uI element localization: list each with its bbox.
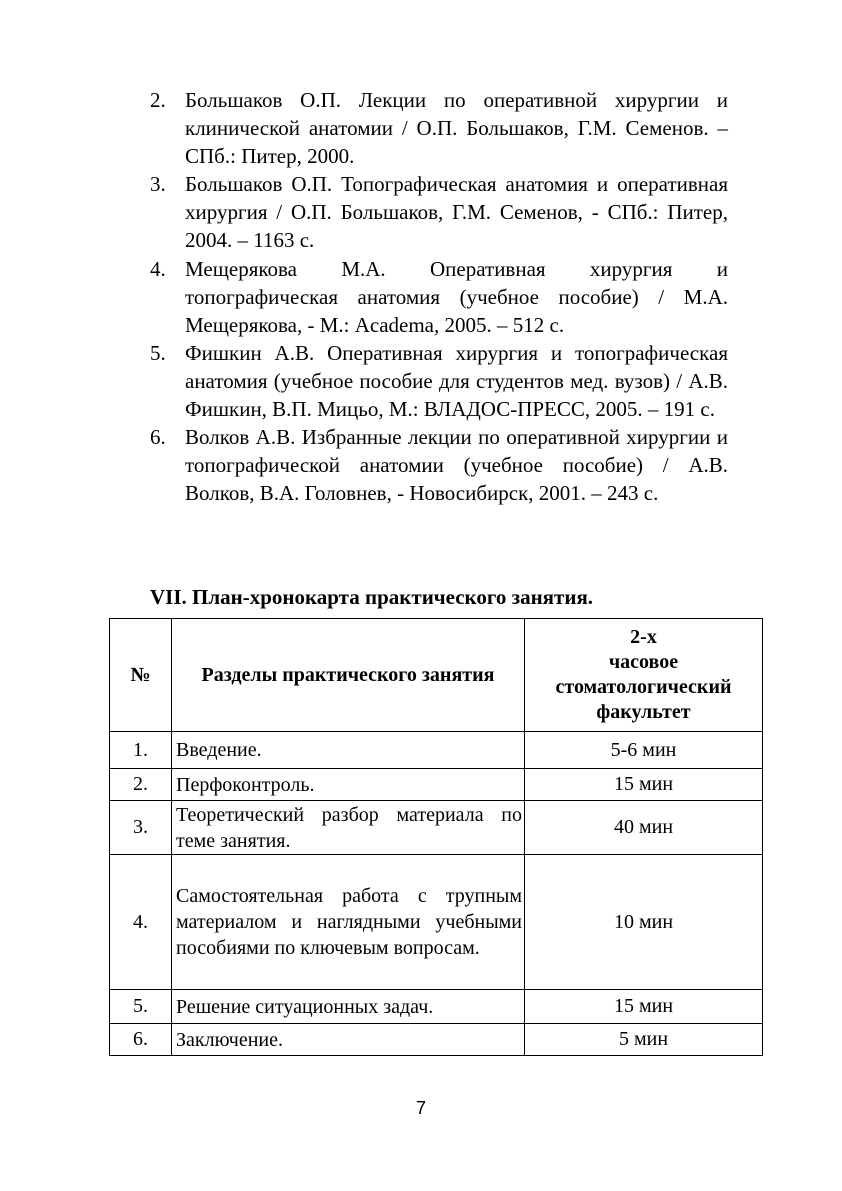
reference-text: Фишкин А.В. Оперативная хирургия и топографическая анатомия (учебное пособие для студентов мед. вузов) / А.В. Фишкин, В.П. Мицьо, М.: ВЛАДОС-ПРЕСС, 2005. – 191 с. — [185, 340, 728, 422]
row-section: Решение ситуационных задач. — [172, 990, 525, 1024]
row-number: 4. — [110, 855, 172, 990]
reference-number: 3. — [150, 172, 166, 197]
row-section: Перфоконтроль. — [172, 769, 525, 801]
reference-text: Большаков О.П. Топографическая анатомия и оперативная хирургия / О.П. Большаков, Г.М. Семенов, - СПб.: Питер, 2004. – 1163 с. — [185, 172, 728, 253]
row-section: Самостоятельная работа с трупным материалом и наглядными учебными пособиями по ключевым вопросам. — [172, 855, 525, 990]
row-time: 5-6 мин — [525, 732, 763, 769]
row-time: 10 мин — [525, 855, 763, 990]
header-section: Разделы практического занятия — [172, 619, 525, 732]
row-number: 2. — [110, 769, 172, 801]
row-number: 6. — [110, 1024, 172, 1056]
header-time-line: стоматологический — [555, 676, 732, 698]
reference-item — [146, 423, 728, 507]
table-row — [110, 1024, 763, 1056]
table-row — [110, 855, 763, 990]
row-number: 1. — [110, 732, 172, 769]
section-title: VII. План-хронокарта практического занятия. — [150, 585, 594, 609]
row-time: 15 мин — [525, 769, 763, 801]
table-row — [110, 990, 763, 1024]
reference-number: 2. — [150, 88, 166, 112]
row-section: Введение. — [172, 732, 525, 769]
reference-text: Большаков О.П. Лекции по оперативной хирургии и клинической анатомии / О.П. Большаков, Г.М. Семенов. – СПб.: Питер, 2000. — [185, 88, 728, 169]
row-section: Заключение. — [172, 1024, 525, 1056]
row-time: 15 мин — [525, 990, 763, 1024]
reference-text: Мещерякова М.А. Оперативная хирургия и топографическая анатомия (учебное пособие) / М.А. Мещерякова, - М.: Academa, 2005. – 512 с. — [185, 256, 728, 337]
reference-list — [146, 86, 728, 507]
reference-item — [146, 339, 728, 423]
header-time-line: факультет — [596, 701, 691, 723]
header-time-line: часовое — [608, 651, 679, 673]
row-number: 3. — [110, 801, 172, 855]
reference-number: 4. — [150, 256, 166, 281]
row-section: Теоретический разбор материала по теме занятия. — [172, 801, 525, 855]
table-row — [110, 732, 763, 769]
reference-item — [146, 86, 728, 170]
reference-number: 5. — [150, 340, 166, 365]
reference-item — [146, 170, 728, 254]
header-time-line: 2-х — [630, 626, 657, 648]
row-time: 40 мин — [525, 801, 763, 855]
header-number: № — [110, 619, 172, 732]
table-row — [110, 801, 763, 855]
row-number: 5. — [110, 990, 172, 1024]
row-time: 5 мин — [525, 1024, 763, 1056]
page-number: 7 — [415, 1098, 426, 1118]
header-time — [525, 619, 763, 732]
reference-text: Волков А.В. Избранные лекции по оперативной хирургии и топографической анатомии (учебное пособие) / А.В. Волков, В.А. Головнев, - Новосибирск, 2001. – 243 с. — [185, 425, 728, 506]
table-header-row — [110, 619, 763, 732]
lesson-plan-table — [109, 618, 763, 1056]
table-row — [110, 769, 763, 801]
reference-item — [146, 255, 728, 339]
reference-number: 6. — [150, 425, 166, 450]
